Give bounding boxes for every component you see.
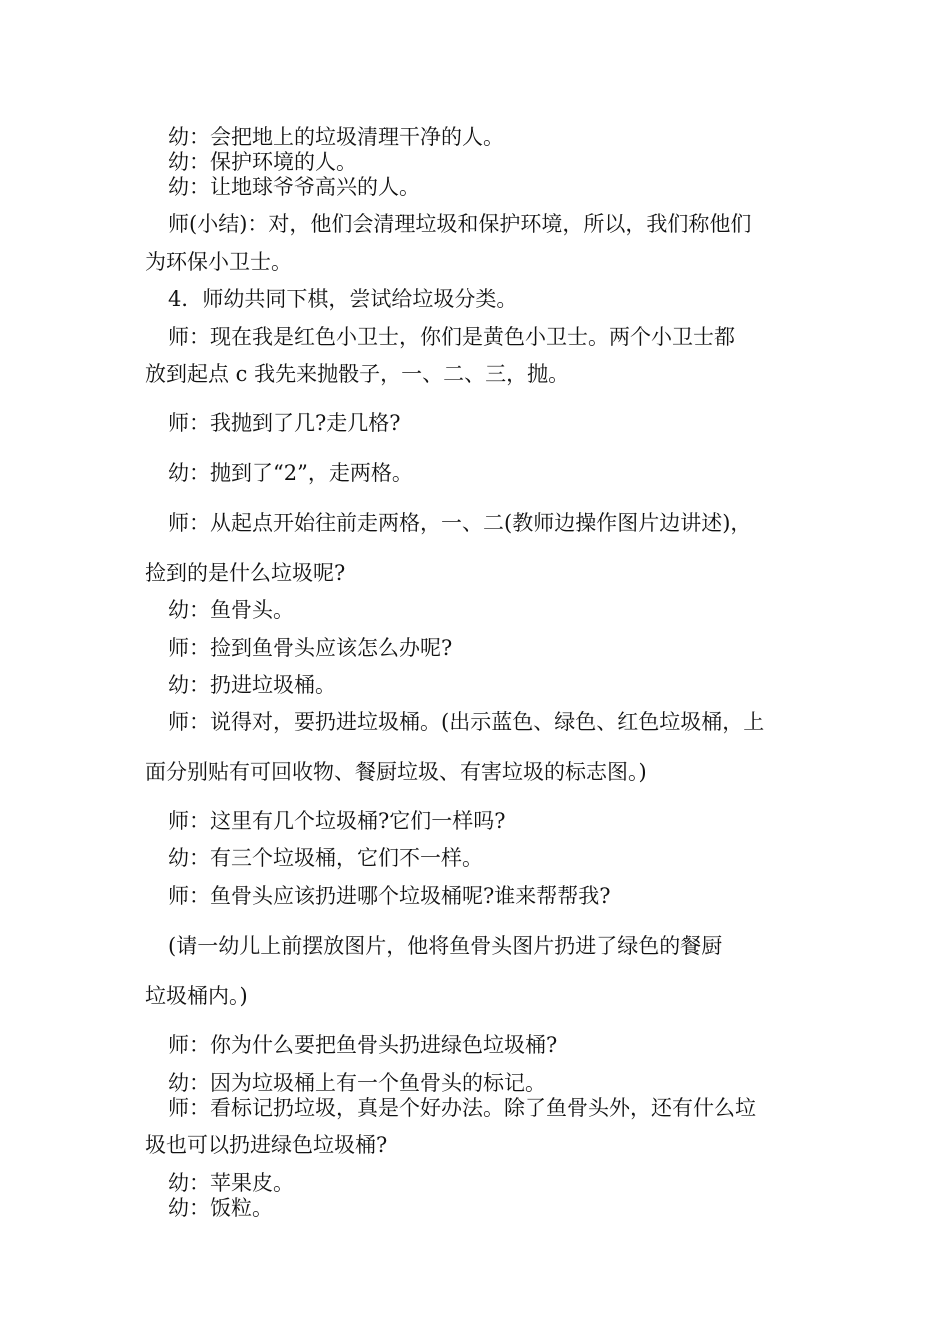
text-line: 幼：苹果皮。 — [168, 1171, 294, 1195]
text-line: (请一幼儿上前摆放图片，他将鱼骨头图片扔进了绿色的餐厨 — [168, 934, 723, 958]
text-line: 幼：抛到了“2”，走两格。 — [168, 461, 413, 485]
text-line: 师：说得对，要扔进垃圾桶。(出示蓝色、绿色、红色垃圾桶，上 — [168, 710, 765, 734]
text-line: 幼：扔进垃圾桶。 — [168, 673, 336, 697]
text-line: 4．师幼共同下棋，尝试给垃圾分类。 — [168, 287, 518, 311]
text-line: 师：从起点开始往前走两格，一、二(教师边操作图片边讲述)， — [168, 511, 752, 535]
text-line: 放到起点 c 我先来抛骰子，一、二、三，抛。 — [145, 362, 570, 386]
text-line: 幼：保护环境的人。 — [168, 150, 357, 174]
text-line: 幼：会把地上的垃圾清理干净的人。 — [168, 125, 504, 149]
text-line: 师：捡到鱼骨头应该怎么办呢? — [168, 636, 453, 660]
text-line: 师：现在我是红色小卫士，你们是黄色小卫士。两个小卫士都 — [168, 325, 735, 349]
text-line: 师：这里有几个垃圾桶?它们一样吗? — [168, 809, 506, 833]
text-line: 师：看标记扔垃圾，真是个好办法。除了鱼骨头外，还有什么垃 — [168, 1096, 756, 1120]
text-line: 幼：鱼骨头。 — [168, 598, 294, 622]
text-line: 师：你为什么要把鱼骨头扔进绿色垃圾桶? — [168, 1033, 558, 1057]
text-line: 捡到的是什么垃圾呢? — [145, 561, 346, 585]
text-line: 幼：有三个垃圾桶，它们不一样。 — [168, 846, 483, 870]
text-line: 师：鱼骨头应该扔进哪个垃圾桶呢?谁来帮帮我? — [168, 884, 611, 908]
text-line: 师：我抛到了几?走几格? — [168, 411, 401, 435]
text-line: 师(小结)：对，他们会清理垃圾和保护环境，所以，我们称他们 — [168, 212, 752, 236]
text-line: 为环保小卫士。 — [145, 250, 292, 274]
text-line: 垃圾桶内。) — [145, 984, 248, 1008]
text-line: 幼：因为垃圾桶上有一个鱼骨头的标记。 — [168, 1071, 546, 1095]
text-line: 圾也可以扔进绿色垃圾桶? — [145, 1133, 388, 1157]
text-line: 幼：饭粒。 — [168, 1196, 273, 1220]
text-line: 幼：让地球爷爷高兴的人。 — [168, 175, 420, 199]
text-line: 面分别贴有可回收物、餐厨垃圾、有害垃圾的标志图。) — [145, 760, 647, 784]
